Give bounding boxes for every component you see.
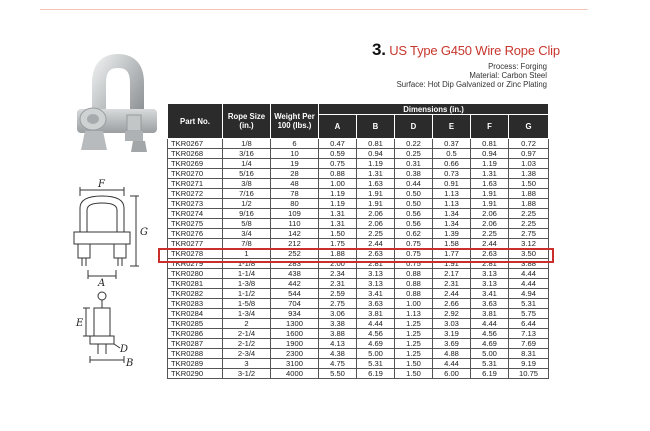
header-dim-e: E	[433, 115, 471, 139]
part-number-cell: TKR0286	[168, 329, 223, 339]
label-b: B	[126, 358, 134, 368]
table-cell: 3.41	[357, 289, 395, 299]
table-cell: 3.41	[471, 289, 509, 299]
table-cell: 9.19	[509, 359, 549, 369]
table-cell: 2.44	[433, 289, 471, 299]
table-cell: 142	[271, 229, 319, 239]
table-cell: 1.25	[395, 329, 433, 339]
table-cell: 0.38	[395, 169, 433, 179]
table-cell: 1/4	[223, 159, 271, 169]
table-cell: 1.03	[509, 159, 549, 169]
table-cell: 0.66	[433, 159, 471, 169]
table-cell: 3.13	[357, 269, 395, 279]
spec-surface: Surface: Hot Dip Galvanized or Zinc Plating	[396, 80, 547, 89]
table-cell: 4.44	[357, 319, 395, 329]
table-cell: 1/2	[223, 199, 271, 209]
table-cell: 3.13	[357, 279, 395, 289]
table-row	[168, 149, 549, 159]
table-cell: 2.92	[433, 309, 471, 319]
table-cell: 1.31	[357, 169, 395, 179]
highlighted-row-outline	[158, 248, 554, 263]
table-cell: 2.44	[357, 239, 395, 249]
table-cell: 6	[271, 139, 319, 149]
table-cell: 1.88	[509, 189, 549, 199]
header-dim-g: G	[509, 115, 549, 139]
top-divider	[40, 9, 588, 10]
table-cell: 1.77	[433, 249, 471, 259]
table-cell: 7/16	[223, 189, 271, 199]
spec-block	[397, 62, 547, 89]
table-cell: 8.31	[509, 349, 549, 359]
table-cell: 442	[271, 279, 319, 289]
table-cell: 0.88	[319, 169, 357, 179]
part-number-cell: TKR0272	[168, 189, 223, 199]
table-cell: 2300	[271, 349, 319, 359]
table-cell: 4.44	[509, 279, 549, 289]
table-cell: 2.00	[319, 259, 357, 269]
table-cell: 0.88	[395, 289, 433, 299]
table-cell: 2.75	[509, 229, 549, 239]
table-cell: 3.19	[433, 329, 471, 339]
table-cell: 5.31	[471, 359, 509, 369]
table-cell: 1.13	[395, 309, 433, 319]
header-dim-f: F	[471, 115, 509, 139]
table-cell: 3.63	[357, 299, 395, 309]
table-cell: 1.50	[395, 359, 433, 369]
table-cell: 1.91	[357, 199, 395, 209]
table-cell: 2.17	[433, 269, 471, 279]
table-cell: 1600	[271, 329, 319, 339]
table-cell: 1.50	[319, 229, 357, 239]
table-cell: 4.13	[319, 339, 357, 349]
table-cell: 19	[271, 159, 319, 169]
table-cell: 1.58	[433, 239, 471, 249]
table-cell: 1.63	[357, 179, 395, 189]
table-cell: 0.25	[395, 149, 433, 159]
part-number-cell: TKR0278	[168, 249, 223, 259]
part-number-cell: TKR0273	[168, 199, 223, 209]
table-cell: 1.63	[471, 179, 509, 189]
part-number-cell: TKR0267	[168, 139, 223, 149]
table-cell: 3.81	[357, 309, 395, 319]
table-cell: 4.44	[509, 269, 549, 279]
table-cell: 2.25	[509, 219, 549, 229]
table-cell: 0.44	[395, 179, 433, 189]
table-cell: 5.31	[357, 359, 395, 369]
table-row	[168, 359, 549, 369]
table-cell: 3.13	[471, 269, 509, 279]
table-row	[168, 309, 549, 319]
part-number-cell: TKR0275	[168, 219, 223, 229]
dimensions-table-container	[167, 103, 549, 379]
table-cell: 2.06	[471, 219, 509, 229]
table-cell: 7.69	[509, 339, 549, 349]
table-cell: 3100	[271, 359, 319, 369]
table-cell: 0.88	[395, 269, 433, 279]
label-g: G	[140, 227, 148, 238]
part-number-cell: TKR0289	[168, 359, 223, 369]
table-cell: 10	[271, 149, 319, 159]
table-cell: 1900	[271, 339, 319, 349]
header-dim-b: B	[357, 115, 395, 139]
table-cell: 2.06	[357, 219, 395, 229]
table-cell: 0.75	[319, 159, 357, 169]
label-d: D	[120, 344, 129, 355]
table-cell: 1.39	[433, 229, 471, 239]
table-cell: 0.62	[395, 229, 433, 239]
table-cell: 2.44	[471, 239, 509, 249]
header-dim-d: D	[395, 115, 433, 139]
table-cell: 0.50	[395, 189, 433, 199]
wire-rope-clip-photo	[63, 53, 163, 158]
table-cell: 6.44	[509, 319, 549, 329]
table-cell: 5.75	[509, 309, 549, 319]
table-cell: 4.56	[357, 329, 395, 339]
table-cell: 1	[223, 249, 271, 259]
table-cell: 4.75	[319, 359, 357, 369]
table-cell: 544	[271, 289, 319, 299]
table-cell: 6.19	[357, 369, 395, 379]
table-row	[168, 199, 549, 209]
part-number-cell: TKR0283	[168, 299, 223, 309]
table-cell: 4.56	[471, 329, 509, 339]
table-cell: 0.56	[395, 209, 433, 219]
table-cell: 4000	[271, 369, 319, 379]
table-cell: 1-1/4	[223, 269, 271, 279]
heading-title: US Type G450 Wire Rope Clip	[389, 43, 560, 58]
table-cell: 3/8	[223, 179, 271, 189]
part-number-cell: TKR0284	[168, 309, 223, 319]
table-cell: 0.72	[509, 139, 549, 149]
table-cell: 3.06	[319, 309, 357, 319]
table-cell: 283	[271, 259, 319, 269]
table-row	[168, 299, 549, 309]
table-cell: 1.25	[395, 349, 433, 359]
table-cell: 0.94	[471, 149, 509, 159]
table-cell: 1.91	[433, 259, 471, 269]
table-cell: 1.91	[471, 199, 509, 209]
table-cell: 252	[271, 249, 319, 259]
table-cell: 3-1/2	[223, 369, 271, 379]
table-cell: 2.75	[319, 299, 357, 309]
table-cell: 4.94	[509, 289, 549, 299]
spec-material: Material: Carbon Steel	[469, 71, 547, 80]
table-cell: 2.59	[319, 289, 357, 299]
table-cell: 3.13	[471, 279, 509, 289]
label-a: A	[98, 278, 106, 289]
table-cell: 2.63	[471, 249, 509, 259]
part-number-cell: TKR0276	[168, 229, 223, 239]
table-cell: 110	[271, 219, 319, 229]
dimensions-table	[167, 103, 549, 379]
table-cell: 4.44	[433, 359, 471, 369]
table-cell: 0.37	[433, 139, 471, 149]
table-cell: 3.63	[471, 299, 509, 309]
part-number-cell: TKR0271	[168, 179, 223, 189]
table-cell: 1.50	[395, 369, 433, 379]
header-dim-a: A	[319, 115, 357, 139]
table-cell: 1.75	[319, 239, 357, 249]
table-row	[168, 329, 549, 339]
table-cell: 0.97	[509, 149, 549, 159]
table-cell: 1.25	[395, 319, 433, 329]
table-cell: 1.91	[471, 189, 509, 199]
table-cell: 1.13	[433, 189, 471, 199]
table-cell: 0.75	[395, 249, 433, 259]
table-row	[168, 269, 549, 279]
table-cell: 5/16	[223, 169, 271, 179]
table-cell: 3.03	[433, 319, 471, 329]
table-cell: 1.25	[395, 339, 433, 349]
table-cell: 0.75	[395, 239, 433, 249]
table-cell: 0.31	[395, 159, 433, 169]
table-cell: 0.75	[395, 259, 433, 269]
table-cell: 0.22	[395, 139, 433, 149]
table-cell: 2	[223, 319, 271, 329]
part-number-cell: TKR0274	[168, 209, 223, 219]
table-cell: 2.81	[471, 259, 509, 269]
table-cell: 2.06	[471, 209, 509, 219]
table-cell: 0.81	[471, 139, 509, 149]
table-cell: 2.31	[319, 279, 357, 289]
table-cell: 3/4	[223, 229, 271, 239]
header-dimensions: Dimensions (in.)	[319, 104, 549, 115]
table-row	[168, 239, 549, 249]
table-cell: 7/8	[223, 239, 271, 249]
part-number-cell: TKR0287	[168, 339, 223, 349]
table-cell: 1.31	[319, 209, 357, 219]
header-part-no: Part No.	[168, 104, 223, 139]
table-cell: 1.00	[395, 299, 433, 309]
table-row	[168, 209, 549, 219]
table-row	[168, 219, 549, 229]
part-number-cell: TKR0269	[168, 159, 223, 169]
table-row	[168, 189, 549, 199]
table-cell: 1.19	[319, 189, 357, 199]
table-cell: 0.91	[433, 179, 471, 189]
part-number-cell: TKR0277	[168, 239, 223, 249]
table-cell: 3.69	[433, 339, 471, 349]
table-row	[168, 289, 549, 299]
table-cell: 0.81	[357, 139, 395, 149]
table-cell: 1.13	[433, 199, 471, 209]
table-cell: 78	[271, 189, 319, 199]
table-row	[168, 159, 549, 169]
table-cell: 1-5/8	[223, 299, 271, 309]
table-cell: 704	[271, 299, 319, 309]
table-cell: 1.19	[319, 199, 357, 209]
table-cell: 5.31	[509, 299, 549, 309]
table-row	[168, 369, 549, 379]
table-cell: 4.38	[319, 349, 357, 359]
table-row	[168, 279, 549, 289]
table-cell: 2-3/4	[223, 349, 271, 359]
table-cell: 6.00	[433, 369, 471, 379]
label-f: F	[98, 179, 105, 190]
table-row	[168, 229, 549, 239]
table-cell: 10.75	[509, 369, 549, 379]
part-number-cell: TKR0285	[168, 319, 223, 329]
table-cell: 4.69	[357, 339, 395, 349]
table-cell: 2-1/4	[223, 329, 271, 339]
table-cell: 2.25	[471, 229, 509, 239]
dimension-drawing	[58, 178, 148, 368]
table-cell: 5.50	[319, 369, 357, 379]
part-number-cell: TKR0282	[168, 289, 223, 299]
table-cell: 1.19	[471, 159, 509, 169]
table-row	[168, 169, 549, 179]
table-cell: 2.63	[357, 249, 395, 259]
table-cell: 0.94	[357, 149, 395, 159]
table-cell: 3.12	[509, 239, 549, 249]
part-number-cell: TKR0280	[168, 269, 223, 279]
table-cell: 0.59	[319, 149, 357, 159]
table-cell: 1.19	[357, 159, 395, 169]
part-number-cell: TKR0281	[168, 279, 223, 289]
table-cell: 0.73	[433, 169, 471, 179]
table-cell: 3.38	[319, 319, 357, 329]
table-cell: 2.25	[509, 209, 549, 219]
table-cell: 48	[271, 179, 319, 189]
table-cell: 2.31	[433, 279, 471, 289]
table-cell: 2.66	[433, 299, 471, 309]
table-cell: 438	[271, 269, 319, 279]
table-cell: 0.47	[319, 139, 357, 149]
table-cell: 4.69	[471, 339, 509, 349]
table-cell: 109	[271, 209, 319, 219]
table-cell: 1-3/4	[223, 309, 271, 319]
table-cell: 3.88	[509, 259, 549, 269]
part-number-cell: TKR0288	[168, 349, 223, 359]
table-cell: 1.38	[509, 169, 549, 179]
table-cell: 0.88	[395, 279, 433, 289]
part-number-cell: TKR0290	[168, 369, 223, 379]
spec-process: Process: Forging	[488, 62, 547, 71]
table-row	[168, 139, 549, 149]
table-cell: 6.19	[471, 369, 509, 379]
table-cell: 212	[271, 239, 319, 249]
table-cell: 5/8	[223, 219, 271, 229]
table-cell: 1.31	[471, 169, 509, 179]
table-cell: 4.88	[433, 349, 471, 359]
table-cell: 2.34	[319, 269, 357, 279]
table-row	[168, 319, 549, 329]
product-heading	[372, 40, 560, 60]
table-cell: 1.88	[509, 199, 549, 209]
table-cell: 1300	[271, 319, 319, 329]
table-cell: 2.25	[357, 229, 395, 239]
table-cell: 0.5	[433, 149, 471, 159]
part-number-cell: TKR0268	[168, 149, 223, 159]
header-rope-size: Rope Size (in.)	[223, 104, 271, 139]
table-cell: 1.00	[319, 179, 357, 189]
table-cell: 9/16	[223, 209, 271, 219]
label-e: E	[76, 318, 84, 329]
table-cell: 28	[271, 169, 319, 179]
table-cell: 1-3/8	[223, 279, 271, 289]
table-cell: 0.50	[395, 199, 433, 209]
heading-number: 3.	[372, 40, 386, 59]
table-cell: 7.13	[509, 329, 549, 339]
table-cell: 1.91	[357, 189, 395, 199]
table-cell: 3	[223, 359, 271, 369]
table-cell: 934	[271, 309, 319, 319]
table-row	[168, 349, 549, 359]
table-cell: 1.34	[433, 219, 471, 229]
table-cell: 1/8	[223, 139, 271, 149]
table-cell: 1.50	[509, 179, 549, 189]
table-cell: 3.81	[471, 309, 509, 319]
table-cell: 1-1/8	[223, 259, 271, 269]
table-cell: 3.50	[509, 249, 549, 259]
table-cell: 5.00	[357, 349, 395, 359]
table-cell: 3.88	[319, 329, 357, 339]
part-number-cell: TKR0270	[168, 169, 223, 179]
table-cell: 2-1/2	[223, 339, 271, 349]
table-cell: 80	[271, 199, 319, 209]
table-cell: 1.34	[433, 209, 471, 219]
table-cell: 0.56	[395, 219, 433, 229]
table-cell: 2.06	[357, 209, 395, 219]
table-cell: 1-1/2	[223, 289, 271, 299]
table-row	[168, 339, 549, 349]
header-weight: Weight Per 100 (lbs.)	[271, 104, 319, 139]
table-cell: 3/16	[223, 149, 271, 159]
table-cell: 5.00	[471, 349, 509, 359]
table-cell: 2.81	[357, 259, 395, 269]
table-cell: 4.44	[471, 319, 509, 329]
table-cell: 1.88	[319, 249, 357, 259]
table-cell: 1.31	[319, 219, 357, 229]
part-number-cell: TKR0279	[168, 259, 223, 269]
table-row	[168, 179, 549, 189]
